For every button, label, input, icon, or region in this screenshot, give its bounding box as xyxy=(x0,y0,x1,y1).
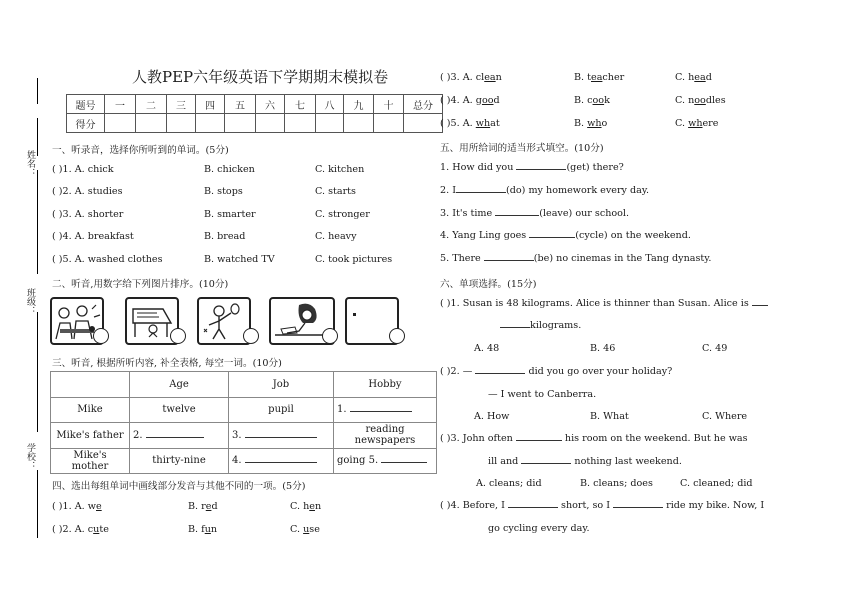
part4-heading: 四、选出每组单词中画线部分发音与其他不同的一项。(5分) xyxy=(52,481,306,492)
option-b: B. cleans; does xyxy=(580,478,653,489)
binding-line xyxy=(37,470,38,538)
choice-question-line2 xyxy=(500,320,581,331)
badminton-illustration xyxy=(199,299,249,343)
word-part: B. f xyxy=(188,524,205,535)
table-header-job: Job xyxy=(229,372,334,398)
option-c: C. 49 xyxy=(702,343,728,354)
question-text: did you go over your holiday? xyxy=(525,366,673,377)
word-part: w xyxy=(87,501,96,512)
word-part: C. xyxy=(290,524,304,535)
score-input-cell[interactable] xyxy=(256,114,285,133)
score-cell: 六 xyxy=(256,95,285,114)
option-c: C. took pictures xyxy=(315,254,393,265)
underlined-part: wh xyxy=(688,118,703,129)
question-text: ill and xyxy=(488,456,522,467)
table-cell: twelve xyxy=(130,397,229,423)
choice-question xyxy=(440,500,764,511)
answer-blank[interactable] xyxy=(484,260,534,261)
part5-heading: 五、用所给词的适当形式填空。(10分) xyxy=(440,143,604,154)
table-cell: pupil xyxy=(229,397,334,423)
answer-blank[interactable] xyxy=(521,463,571,464)
sentence-end: (leave) our school. xyxy=(539,208,630,219)
phonics-option-c xyxy=(675,95,726,106)
choice-question-line2: go cycling every day. xyxy=(488,523,590,534)
phonics-item xyxy=(52,501,102,512)
word-part: n xyxy=(210,524,218,535)
blank-number: 3. xyxy=(232,429,242,441)
phonics-option-c xyxy=(675,72,712,83)
score-cell: 得分 xyxy=(67,114,105,133)
table-cell xyxy=(334,397,437,423)
score-input-cell[interactable] xyxy=(374,114,404,133)
word-part: cl xyxy=(475,72,485,83)
word-part: d xyxy=(211,501,218,512)
option-a: A. 48 xyxy=(474,343,500,354)
blank-number: 4. xyxy=(232,455,242,467)
table-cell xyxy=(130,423,229,449)
question-text: his room on the weekend. But he was xyxy=(561,433,748,444)
fill-item xyxy=(440,185,649,196)
phonics-option-b xyxy=(188,524,217,535)
answer-blank[interactable] xyxy=(146,437,204,438)
answer-blank[interactable] xyxy=(245,462,317,463)
sentence-start: 5. There xyxy=(440,253,484,264)
score-cell: 十 xyxy=(374,95,404,114)
answer-blank[interactable] xyxy=(381,462,427,463)
question-text: kilograms. xyxy=(530,320,582,331)
answer-blank[interactable] xyxy=(516,169,566,170)
sentence-start: 2. I xyxy=(440,185,456,196)
choice-question-line2: — I went to Canberra. xyxy=(488,389,597,400)
question-item: ( )1. A. chick xyxy=(52,164,114,175)
word-part: g xyxy=(475,95,482,106)
choice-question-line2 xyxy=(488,456,682,467)
table-row xyxy=(51,423,437,449)
fill-item xyxy=(440,162,624,173)
answer-blank[interactable] xyxy=(516,440,562,441)
option-a: A. How xyxy=(474,411,510,422)
underlined-part: e xyxy=(96,501,102,512)
option-c: C. kitchen xyxy=(315,164,365,175)
table-cell: Mike's father xyxy=(51,423,130,449)
underlined-part: u xyxy=(303,524,310,535)
question-number: ( )5. A. xyxy=(440,118,476,129)
question-number: ( )1. A. xyxy=(52,501,88,512)
choice-question xyxy=(440,366,672,377)
choice-question xyxy=(440,298,768,309)
phonics-item xyxy=(440,72,502,83)
answer-blank[interactable] xyxy=(245,437,317,438)
question-item: ( )2. A. studies xyxy=(52,186,123,197)
answer-blank[interactable] xyxy=(752,305,768,306)
sentence-end: (cycle) on the weekend. xyxy=(575,230,691,241)
option-c: C. heavy xyxy=(315,231,357,242)
question-item: ( )5. A. washed clothes xyxy=(52,254,163,265)
answer-circle[interactable] xyxy=(93,328,109,344)
table-cell xyxy=(229,448,334,474)
binding-line xyxy=(37,118,38,156)
part6-heading: 六、单项选择。(15分) xyxy=(440,279,537,290)
school-label: 学校： xyxy=(25,443,35,470)
underlined-part: u xyxy=(93,524,100,535)
word-part: C. h xyxy=(290,501,310,512)
question-text: ( )4. Before, I xyxy=(440,500,508,511)
score-input-cell[interactable] xyxy=(316,114,344,133)
score-cell: 一 xyxy=(105,95,136,114)
binding-line xyxy=(37,312,38,432)
fill-item xyxy=(440,230,691,241)
table-row xyxy=(51,397,437,423)
answer-blank[interactable] xyxy=(613,507,663,508)
underlined-part: oo xyxy=(592,95,605,106)
answer-blank[interactable] xyxy=(475,373,525,374)
phonics-option-c xyxy=(290,524,320,535)
answer-blank[interactable] xyxy=(500,327,530,328)
listening-table xyxy=(50,371,437,474)
question-text: short, so I xyxy=(558,500,614,511)
phonics-option-b xyxy=(574,95,610,106)
word-part: se xyxy=(309,524,320,535)
sentence-end: (do) my homework every day. xyxy=(506,185,650,196)
score-input-cell[interactable] xyxy=(344,114,374,133)
underlined-part: ea xyxy=(591,72,603,83)
part1-heading: 一、听录音，选择你所听到的单词。(5分) xyxy=(52,145,229,156)
part2-heading: 二、听音,用数字给下列图片排序。(10分) xyxy=(52,279,229,290)
part3-heading: 三、听音, 根据所听内容, 补全表格, 每空一词。(10分) xyxy=(52,358,282,369)
question-text: ( )2. — xyxy=(440,366,476,377)
word-part: n xyxy=(495,72,502,83)
sentence-end: (be) no cinemas in the Tang dynasty. xyxy=(533,253,712,264)
word-part: B. r xyxy=(188,501,206,512)
phonics-option-b xyxy=(574,118,607,129)
option-b: B. bread xyxy=(204,231,246,242)
word-part: k xyxy=(604,95,610,106)
score-input-cell[interactable] xyxy=(225,114,256,133)
option-b: B. smarter xyxy=(204,209,256,220)
answer-blank[interactable] xyxy=(495,215,539,216)
table-cell xyxy=(229,423,334,449)
sentence-start: 3. It's time xyxy=(440,208,496,219)
option-b: B. What xyxy=(590,411,629,422)
table-row xyxy=(51,448,437,474)
question-text: ( )1. Susan is 48 kilograms. Alice is thinner than Susan. Alice is xyxy=(440,298,752,309)
word-part: B. c xyxy=(574,95,593,106)
answer-blank[interactable] xyxy=(508,507,558,508)
option-c: C. starts xyxy=(315,186,356,197)
class-label: 班级： xyxy=(25,288,35,315)
word-part: o xyxy=(601,118,608,129)
answer-blank[interactable] xyxy=(529,237,575,238)
word-part: te xyxy=(99,524,109,535)
question-item: ( )4. A. breakfast xyxy=(52,231,134,242)
blank-number: 2. xyxy=(133,429,143,441)
word-part: dles xyxy=(705,95,726,106)
question-text: nothing last weekend. xyxy=(571,456,682,467)
blank-number: 1. xyxy=(337,404,347,416)
option-b: B. chicken xyxy=(204,164,255,175)
score-cell: 七 xyxy=(285,95,316,114)
word-part: C. xyxy=(675,118,689,129)
score-cell: 二 xyxy=(136,95,167,114)
question-text: ride my bike. Now, I xyxy=(663,500,765,511)
score-cell: 题号 xyxy=(67,95,105,114)
underlined-part: e xyxy=(309,501,315,512)
word-part: cher xyxy=(602,72,625,83)
question-number: ( )3. A. xyxy=(440,72,476,83)
phonics-option-b xyxy=(188,501,218,512)
score-input-cell[interactable] xyxy=(167,114,196,133)
fill-item xyxy=(440,208,629,219)
answer-circle[interactable] xyxy=(243,328,259,344)
option-a: A. cleans; did xyxy=(476,478,542,489)
score-input-cell[interactable] xyxy=(196,114,225,133)
option-b: B. 46 xyxy=(590,343,616,354)
word-part: C. n xyxy=(675,95,695,106)
option-b: B. stops xyxy=(204,186,243,197)
name-label: 姓名： xyxy=(25,150,35,177)
fill-item xyxy=(440,253,711,264)
table-cell: Mike's mother xyxy=(51,448,130,474)
table-header-row xyxy=(51,372,437,398)
word-part: d xyxy=(493,95,500,106)
question-number: ( )2. A. xyxy=(52,524,88,535)
score-cell: 四 xyxy=(196,95,225,114)
choice-question xyxy=(440,433,748,444)
score-cell: 五 xyxy=(225,95,256,114)
word-part: ere xyxy=(702,118,719,129)
table-header-age: Age xyxy=(130,372,229,398)
table-cell: thirty-nine xyxy=(130,448,229,474)
underlined-part: oo xyxy=(694,95,706,106)
word-part: n xyxy=(314,501,322,512)
score-input-cell[interactable] xyxy=(285,114,316,133)
answer-circle[interactable] xyxy=(170,328,186,344)
table-header-hobby: Hobby xyxy=(334,372,437,398)
option-c: C. stronger xyxy=(315,209,370,220)
phonics-option-b xyxy=(574,72,624,83)
phonics-option-c xyxy=(675,118,718,129)
phonics-item xyxy=(440,118,500,129)
table-cell xyxy=(334,448,437,474)
table-cell: Mike xyxy=(51,397,130,423)
binding-line xyxy=(37,78,38,104)
score-cell: 总分 xyxy=(404,95,443,114)
question-item: ( )3. A. shorter xyxy=(52,209,124,220)
score-table xyxy=(66,94,443,133)
sentence-start: 4. Yang Ling goes xyxy=(440,230,530,241)
word-part: B. t xyxy=(574,72,592,83)
answer-blank[interactable] xyxy=(456,192,506,193)
score-input-cell[interactable] xyxy=(136,114,167,133)
underlined-part: ea xyxy=(694,72,706,83)
option-c: C. Where xyxy=(702,411,748,422)
score-table-header-row xyxy=(67,95,443,114)
underlined-part: e xyxy=(205,501,212,512)
sentence-start: 1. How did you xyxy=(440,162,517,173)
underlined-part: oo xyxy=(481,95,494,106)
table-cell: reading newspapers xyxy=(334,423,437,449)
page-title: 人教PEP六年级英语下学期期末模拟卷 xyxy=(132,68,389,86)
answer-blank[interactable] xyxy=(350,411,412,412)
question-number: ( )4. A. xyxy=(440,95,476,106)
score-input-cell[interactable] xyxy=(105,114,136,133)
underlined-part: u xyxy=(204,524,211,535)
phonics-item xyxy=(440,95,500,106)
answer-circle[interactable] xyxy=(389,328,405,344)
word-part: d xyxy=(705,72,712,83)
underlined-part: wh xyxy=(475,118,491,129)
score-input-cell[interactable] xyxy=(404,114,443,133)
question-text: ( )3. John often xyxy=(440,433,516,444)
binding-line xyxy=(37,170,38,274)
phonics-item xyxy=(52,524,109,535)
score-cell: 八 xyxy=(316,95,344,114)
word-part: C. h xyxy=(675,72,695,83)
sentence-end: (get) there? xyxy=(566,162,624,173)
score-cell: 三 xyxy=(167,95,196,114)
blank-number: going 5. xyxy=(337,455,379,467)
word-part: B. xyxy=(574,118,588,129)
score-cell: 九 xyxy=(344,95,374,114)
option-b: B. watched TV xyxy=(204,254,275,265)
phonics-option-c xyxy=(290,501,321,512)
underlined-part: ea xyxy=(484,72,496,83)
word-part: at xyxy=(490,118,500,129)
answer-circle[interactable] xyxy=(322,328,338,344)
option-c: C. cleaned; did xyxy=(680,478,753,489)
table-cell xyxy=(51,372,130,398)
score-table-score-row xyxy=(67,114,443,133)
underlined-part: wh xyxy=(587,118,602,129)
word-part: c xyxy=(87,524,94,535)
